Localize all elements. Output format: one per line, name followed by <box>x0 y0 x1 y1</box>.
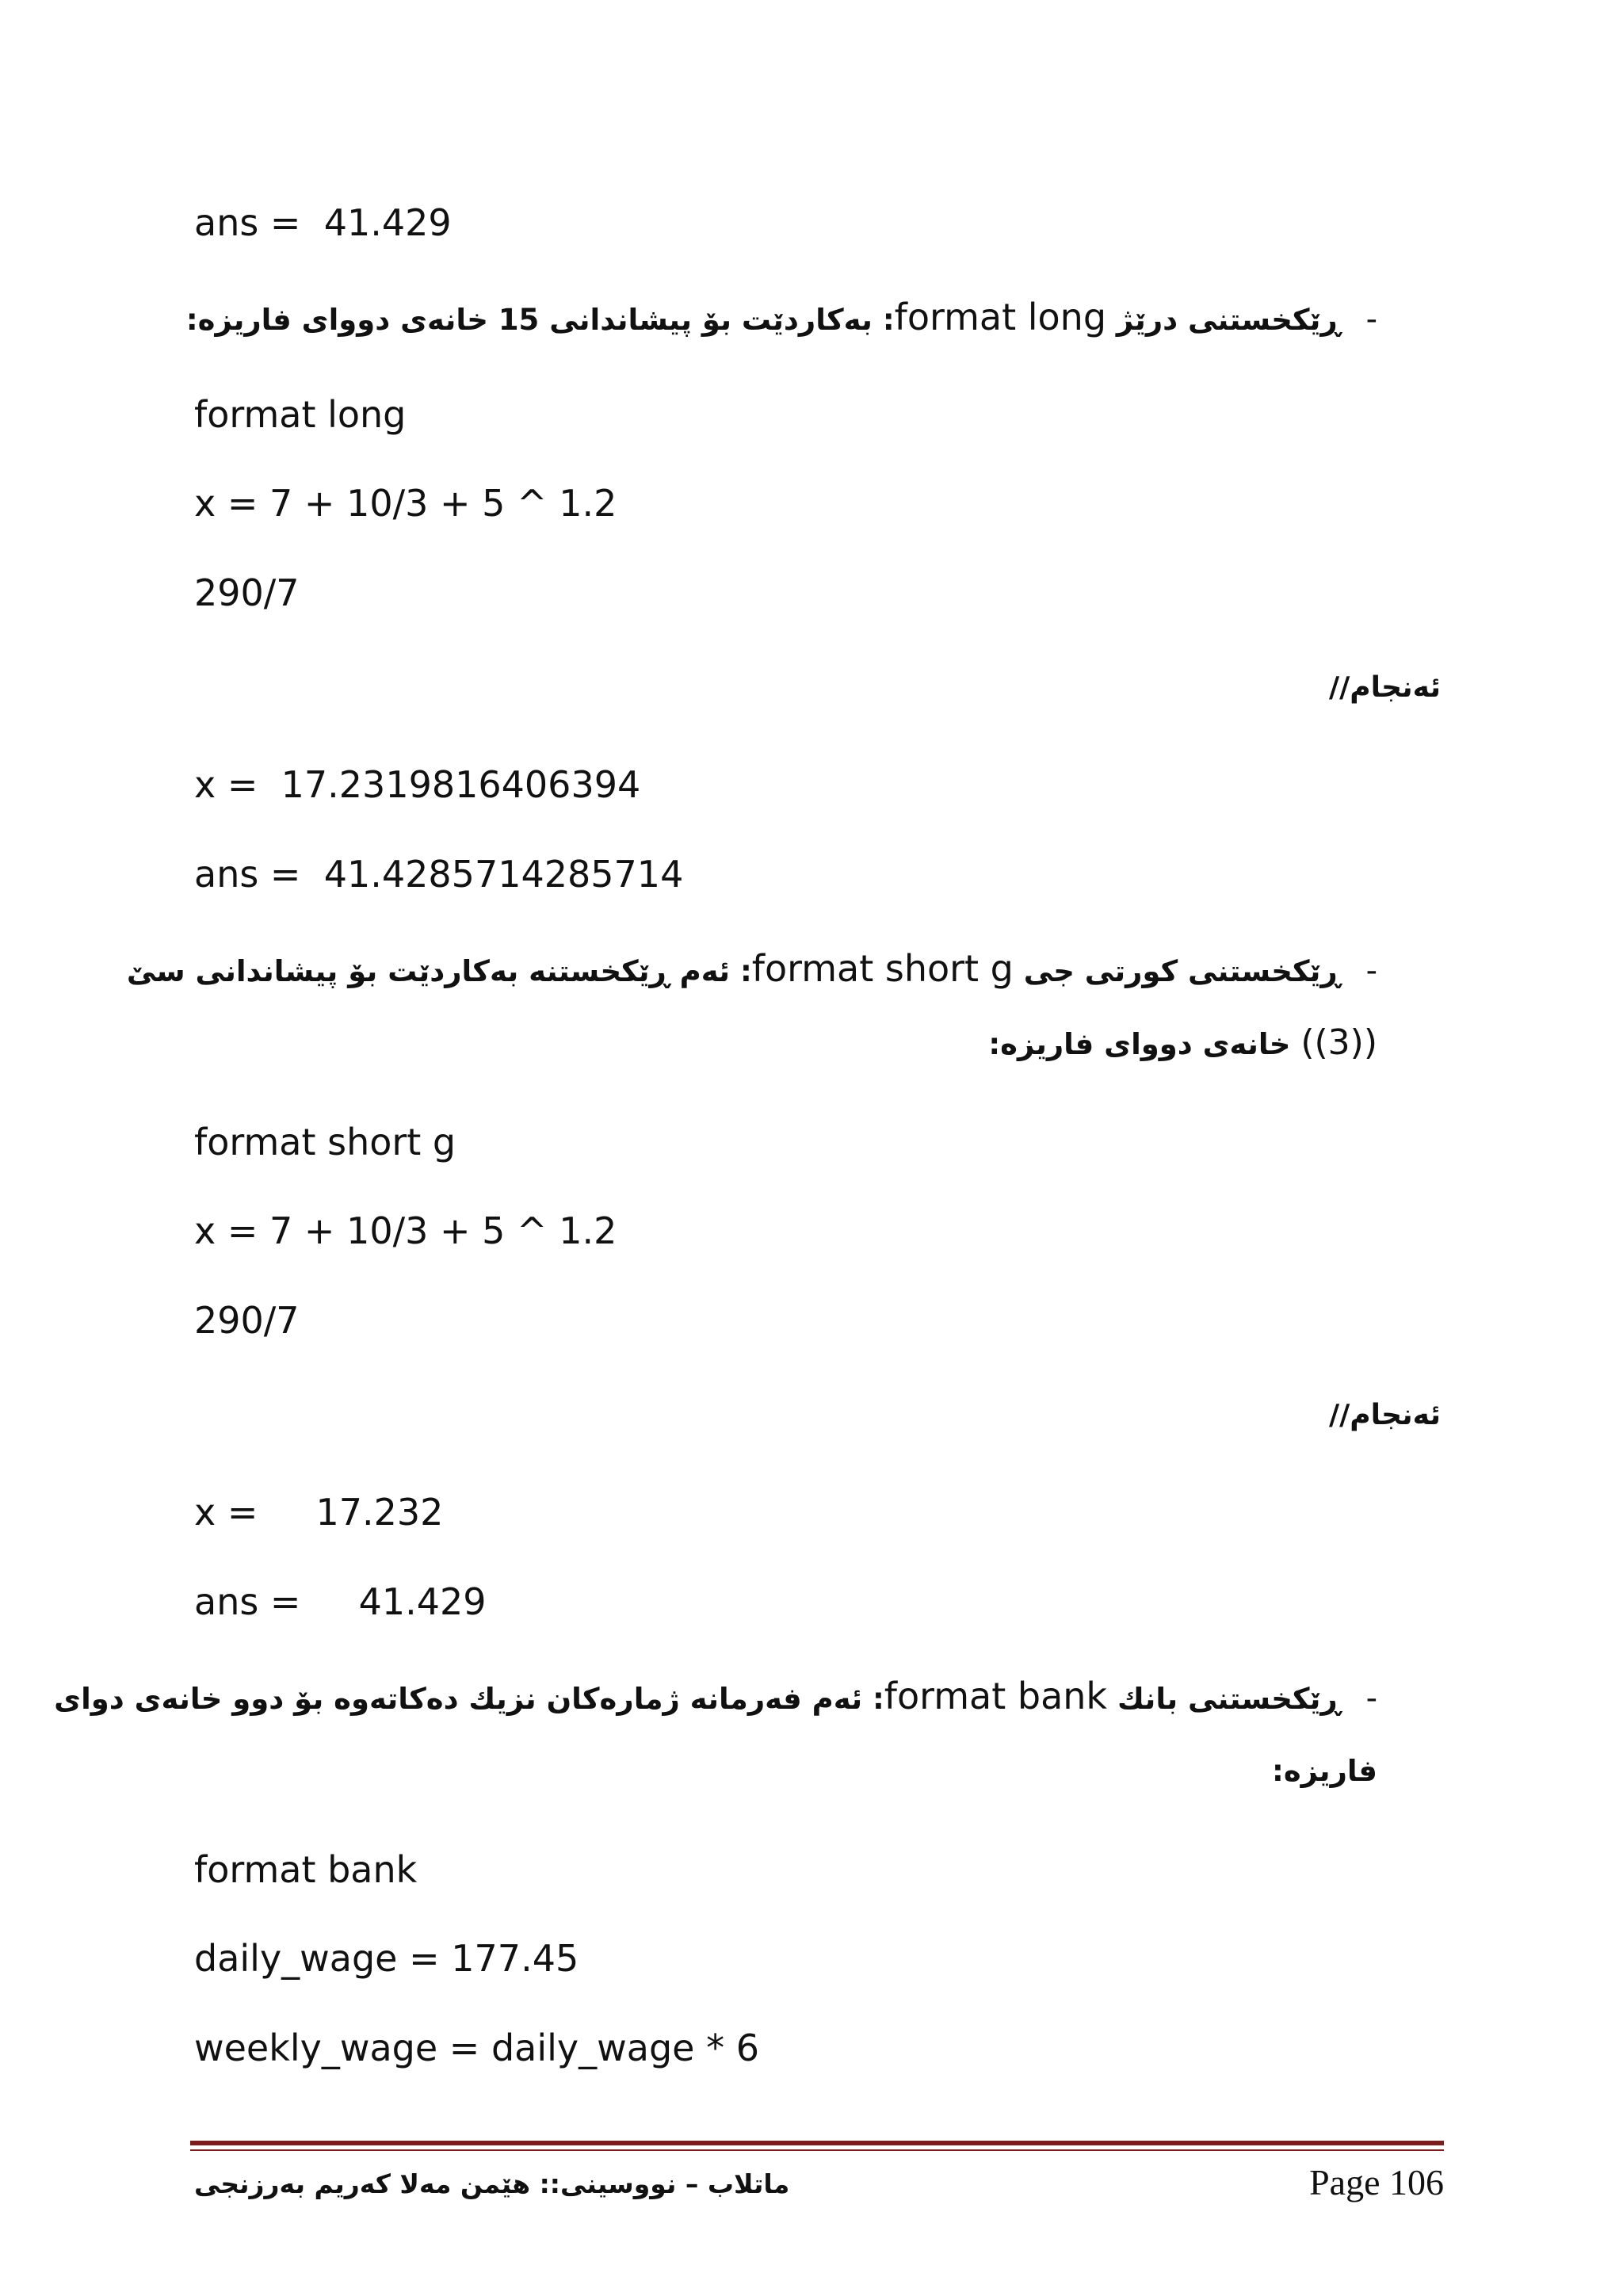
command-line: format short g <box>194 1121 456 1163</box>
command-line: format long <box>194 393 407 436</box>
bullet-text: : ئەم ڕێکخستنە بەکاردێت بۆ پیشاندانی سێ <box>126 954 752 988</box>
command-name: format short g <box>751 947 1014 990</box>
bullet-text: ڕێکخستنی درێژ <box>1116 303 1341 337</box>
output-line: ans = 41.429 <box>194 201 452 244</box>
bullet-text: ڕێکخستنی کورتی جی <box>1023 954 1341 988</box>
bullet-dash: - <box>1365 301 1377 338</box>
result-label: ئەنجام// <box>1328 1399 1441 1431</box>
footer-author: ماتلاب – نووسینی:: هێمن مەلا کەریم بەرزنجی <box>194 2168 790 2199</box>
output-line: ans = 41.429 <box>194 1580 487 1623</box>
result-label: ئەنجام// <box>1328 671 1441 704</box>
bullet-continuation: فاریزە: <box>1272 1754 1377 1788</box>
bullet-dash: - <box>1365 1680 1377 1717</box>
command-line: weekly_wage = daily_wage * 6 <box>194 2027 759 2069</box>
footer-rule <box>190 2149 1444 2151</box>
bullet-text: : ئەم فەرمانە ژمارەکان نزیك دەکاتەوە بۆ دوو خانەی دوای <box>54 1682 884 1716</box>
command-line: x = 7 + 10/3 + 5 ^ 1.2 <box>194 482 617 525</box>
bullet-number: ((3)) <box>1300 1022 1377 1063</box>
command-name: format long <box>894 296 1107 338</box>
output-line: x = 17.232 <box>194 1491 444 1534</box>
command-line: 290/7 <box>194 1299 300 1342</box>
bullet-text: : بەکاردێت بۆ پیشاندانی 15 خانەی دووای فاریزە: <box>185 303 895 337</box>
command-line: daily_wage = 177.45 <box>194 1937 579 1980</box>
bullet-text: ڕێکخستنی بانك <box>1117 1682 1341 1716</box>
bullet-text: خانەی دووای فاریزە: <box>988 1027 1301 1061</box>
command-line: x = 7 + 10/3 + 5 ^ 1.2 <box>194 1209 617 1252</box>
bullet-format-bank <box>54 1672 1377 1723</box>
page-number: Page 106 <box>1309 2162 1444 2202</box>
command-line: 290/7 <box>194 571 300 614</box>
command-line: format bank <box>194 1848 418 1891</box>
output-line: ans = 41.4285714285714 <box>194 853 684 896</box>
footer-rule <box>190 2141 1444 2145</box>
output-line: x = 17.2319816406394 <box>194 763 641 806</box>
bullet-format-short-g <box>127 945 1377 995</box>
command-name: format bank <box>884 1675 1108 1717</box>
bullet-format-long <box>186 293 1377 344</box>
bullet-dash: - <box>1365 953 1377 989</box>
bullet-continuation <box>988 1019 1377 1068</box>
